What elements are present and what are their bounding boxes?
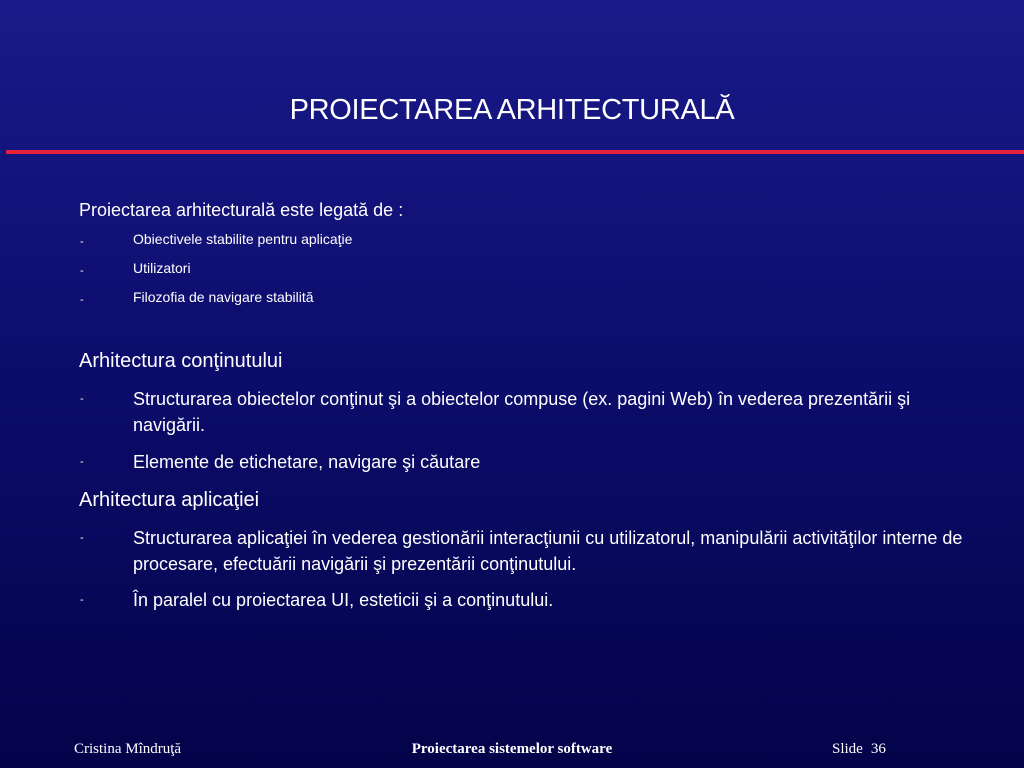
content-architecture-item-structuring: Structurarea obiectelor conţinut şi a obiectelor compuse (ex. pagini Web) în vederea prezentării şi navigării. (133, 389, 911, 435)
intro-heading: Proiectarea arhitecturală este legată de : (79, 200, 404, 220)
bullet-marker: - (80, 456, 84, 468)
bullet-marker: - (80, 236, 84, 248)
app-architecture-item-structuring: Structurarea aplicaţiei în vederea gestionării interacţiunii cu utilizatorul, manipulării activităţilor interne de procesare, efectuării navigării şi prezentării conţinutului. (133, 528, 963, 574)
footer-author: Cristina Mîndruţă (74, 741, 182, 757)
footer-course-title: Proiectarea sistemelor software (411, 741, 613, 757)
bullet-marker: - (80, 393, 84, 405)
intro-item-navigation: Filozofia de navigare stabilită (133, 289, 314, 305)
content-architecture-item-labeling: Elemente de etichetare, navigare şi căutare (133, 452, 481, 472)
intro-item-users: Utilizatori (133, 260, 191, 276)
footer-slide-number (832, 740, 886, 758)
app-architecture-heading: Arhitectura aplicaţiei (79, 489, 260, 511)
slide-title: PROIECTAREA ARHITECTURALĂ (289, 94, 735, 126)
title-divider (6, 150, 1024, 154)
bullet-marker: - (80, 532, 84, 544)
slide-label: Slide (832, 741, 863, 757)
slide-number: 36 (870, 741, 886, 757)
bullet-marker: - (80, 594, 84, 606)
bullet-marker: - (80, 294, 84, 306)
intro-item-objectives: Obiectivele stabilite pentru aplicaţie (133, 231, 353, 247)
bullet-marker: - (80, 265, 84, 277)
app-architecture-item-parallel: În paralel cu proiectarea UI, esteticii şi a conţinutului. (133, 590, 554, 610)
content-architecture-heading: Arhitectura conţinutului (79, 350, 283, 372)
